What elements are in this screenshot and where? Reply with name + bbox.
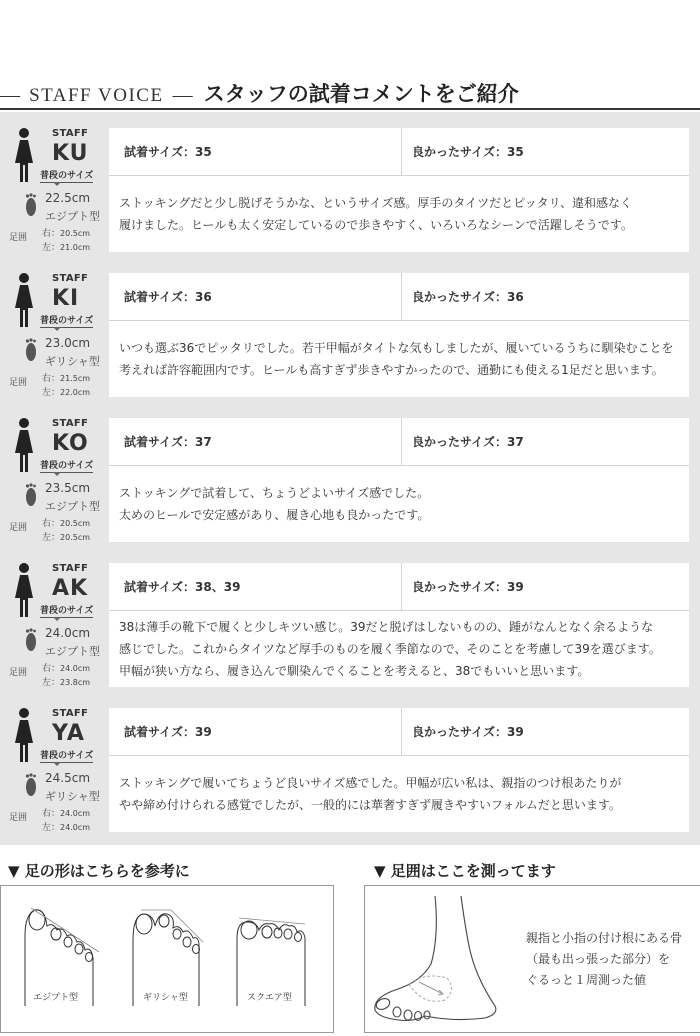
footprint-icon: [25, 773, 37, 797]
staff-voice-row: [0, 547, 700, 692]
girth-right-value: 24.0cm: [60, 664, 91, 673]
comment-line: ストッキングだと少し脱げそうかな、というサイズ感。厚手のタイツだとピッタリ、違和感なく: [119, 196, 633, 210]
header-title-jp: スタッフの試着コメントをご紹介: [203, 82, 519, 106]
good-size: 良かったサイズ：35: [412, 145, 524, 159]
staff-profile: [0, 547, 108, 692]
footprint-icon: [25, 338, 37, 362]
staff-label: STAFF: [52, 418, 89, 429]
staff-comment: [119, 337, 687, 381]
girth-desc-line: （最も出っ張った部分）を: [526, 952, 671, 966]
girth-desc-line: ぐるっと１周測った値: [526, 973, 647, 987]
girth-left-value: 23.8cm: [60, 678, 91, 687]
staff-label: STAFF: [52, 128, 89, 139]
tried-size: 試着サイズ：39: [109, 708, 402, 756]
comment-line: ストッキングで試着して、ちょうどよいサイズ感でした。: [119, 486, 430, 500]
foot-shape-title: ▼ 足の形はこちらを参考に: [8, 862, 190, 880]
girth-right: [42, 371, 90, 384]
good-size: 良かったサイズ：39: [412, 580, 524, 594]
staff-profile: [0, 257, 108, 402]
girth-left-label: 左：: [42, 388, 61, 398]
usual-size-label: 普段のサイズ: [40, 603, 93, 618]
size-row: [109, 708, 689, 756]
staff-comment: [119, 482, 687, 526]
footprint-icon: [25, 193, 37, 217]
foot-length: 23.5cm: [45, 481, 91, 495]
usual-size-label: 普段のサイズ: [40, 458, 93, 473]
staff-profile: [0, 112, 108, 257]
staff-initials: KI: [52, 286, 80, 311]
comment-line: 38は薄手の靴下で履くと少しキツい感じ。39だと脱げはしないものの、踵がなんとなく余るような: [119, 620, 654, 634]
foot-type: エジプト型: [45, 500, 100, 513]
comment-line: いつも選ぶ36でピッタリでした。若干甲幅がタイトな気もしましたが、履いているうちに馴染むことを: [119, 341, 674, 355]
woman-icon: [13, 417, 35, 473]
staff-initials: KU: [52, 141, 89, 166]
tried-size: 試着サイズ：35: [109, 128, 402, 176]
tried-size: 試着サイズ：36: [109, 273, 402, 321]
usual-size-arrow: [53, 472, 61, 476]
good-size: 良かったサイズ：36: [412, 290, 524, 304]
girth-right-value: 21.5cm: [60, 374, 91, 383]
girth-right-label: 右：: [42, 519, 61, 529]
staff-voice-row: [0, 112, 700, 257]
comment-line: 太めのヒールで安定感があり、履き心地も良かったです。: [119, 508, 430, 522]
staff-label: STAFF: [52, 708, 89, 719]
girth-left-value: 24.0cm: [60, 823, 91, 832]
comment-panel: [109, 563, 689, 687]
section-header: [0, 76, 700, 110]
header-title-en: STAFF VOICE: [29, 85, 164, 106]
girth-right-label: 右：: [42, 664, 61, 674]
girth-right: [42, 806, 90, 819]
usual-size-label: 普段のサイズ: [40, 748, 93, 763]
girth-right-label: 右：: [42, 374, 61, 384]
staff-comment: [119, 772, 687, 816]
header-title: [0, 78, 519, 108]
usual-size-label: 普段のサイズ: [40, 168, 93, 183]
foot-length: 24.0cm: [45, 626, 91, 640]
usual-size-arrow: [53, 762, 61, 766]
girth-right-value: 20.5cm: [60, 519, 91, 528]
girth-left-label: 左：: [42, 823, 61, 833]
comment-line: 感じでした。これからタイツなど厚手のものを履く季節なので、そのことを考慮して39を選びます。: [119, 642, 661, 656]
staff-comment: [119, 616, 687, 682]
girth-left: [42, 530, 90, 543]
footprint-icon: [25, 628, 37, 652]
girth-right: [42, 226, 90, 239]
girth-right: [42, 516, 90, 529]
usual-size-arrow: [53, 327, 61, 331]
girth-label: 足囲: [9, 378, 28, 388]
girth-left-value: 21.0cm: [60, 243, 91, 252]
foot-girth-icon: [365, 886, 525, 1034]
woman-icon: [13, 272, 35, 328]
comment-line: 考えれば許容範囲内です。ヒールも高すぎず歩きやすかったので、通勤にも使える1足だと思います。: [119, 363, 664, 377]
tried-size: 試着サイズ：37: [109, 418, 402, 466]
girth-label: 足囲: [9, 813, 28, 823]
girth-left: [42, 675, 90, 688]
girth-left-value: 22.0cm: [60, 388, 91, 397]
tried-size: 試着サイズ：38、39: [109, 563, 402, 611]
foot-type: エジプト型: [45, 645, 100, 658]
staff-voice-row: [0, 402, 700, 547]
girth-left-label: 左：: [42, 243, 61, 253]
comment-panel: [109, 708, 689, 832]
foot-length: 24.5cm: [45, 771, 91, 785]
good-size: 良かったサイズ：37: [412, 435, 524, 449]
comment-panel: [109, 128, 689, 252]
foot-length: 22.5cm: [45, 191, 91, 205]
size-row: [109, 418, 689, 466]
comment-panel: [109, 273, 689, 397]
girth-left-label: 左：: [42, 678, 61, 688]
girth-left: [42, 820, 90, 833]
woman-icon: [13, 562, 35, 618]
foot-shape-box: [0, 885, 334, 1033]
foot-type-greek: ギリシャ型: [143, 993, 188, 1003]
girth-label: 足囲: [9, 523, 28, 533]
comment-line: 履けました。ヒールも太く安定しているので歩きやすく、いろいろなシーンで活躍しそうです。: [119, 218, 633, 232]
girth-left: [42, 240, 90, 253]
girth-right: [42, 661, 90, 674]
staff-initials: AK: [52, 576, 89, 601]
staff-voice-row: [0, 257, 700, 402]
comment-line: やや締め付けられる感覚でしたが、一般的には華奢すぎず履きやすいフォルムだと思います。: [119, 798, 621, 812]
staff-label: STAFF: [52, 273, 89, 284]
footprint-icon: [25, 483, 37, 507]
girth-left-value: 20.5cm: [60, 533, 91, 542]
girth-title: ▼ 足囲はここを測ってます: [374, 862, 556, 880]
girth-label: 足囲: [9, 233, 28, 243]
girth-left-label: 左：: [42, 533, 61, 543]
woman-icon: [13, 707, 35, 763]
staff-comment: [119, 192, 687, 236]
girth-right-label: 右：: [42, 229, 61, 239]
girth-right-label: 右：: [42, 809, 61, 819]
girth-left: [42, 385, 90, 398]
foot-shapes-illustration: [1, 886, 335, 1034]
staff-initials: KO: [52, 431, 89, 456]
foot-type-egyptian: エジプト型: [33, 993, 79, 1003]
foot-type: ギリシャ型: [45, 790, 100, 803]
girth-label: 足囲: [9, 668, 28, 678]
foot-type: ギリシャ型: [45, 355, 100, 368]
usual-size-arrow: [53, 617, 61, 621]
staff-initials: YA: [52, 721, 85, 746]
comment-panel: [109, 418, 689, 542]
header-dash-left: ―: [0, 84, 20, 106]
size-row: [109, 273, 689, 321]
staff-voice-row: [0, 692, 700, 837]
good-size: 良かったサイズ：39: [412, 725, 524, 739]
comment-line: 甲幅が狭い方なら、履き込んで馴染んでくることを考えると、38でもいいと思います。: [119, 664, 590, 678]
staff-label: STAFF: [52, 563, 89, 574]
usual-size-label: 普段のサイズ: [40, 313, 93, 328]
girth-description: [526, 928, 682, 991]
size-row: [109, 563, 689, 611]
staff-profile: [0, 402, 108, 547]
woman-icon: [13, 127, 35, 183]
girth-right-value: 20.5cm: [60, 229, 91, 238]
comment-line: ストッキングで履いてちょうど良いサイズ感でした。甲幅が広い私は、親指のつけ根あたりが: [119, 776, 622, 790]
foot-length: 23.0cm: [45, 336, 91, 350]
girth-desc-line: 親指と小指の付け根にある骨: [526, 931, 683, 945]
size-row: [109, 128, 689, 176]
foot-type-square: スクエア型: [247, 993, 292, 1003]
staff-voice-list: [0, 112, 700, 845]
staff-profile: [0, 692, 108, 837]
foot-type: エジプト型: [45, 210, 100, 223]
header-dash-right: ―: [172, 84, 193, 106]
usual-size-arrow: [53, 182, 61, 186]
girth-right-value: 24.0cm: [60, 809, 91, 818]
